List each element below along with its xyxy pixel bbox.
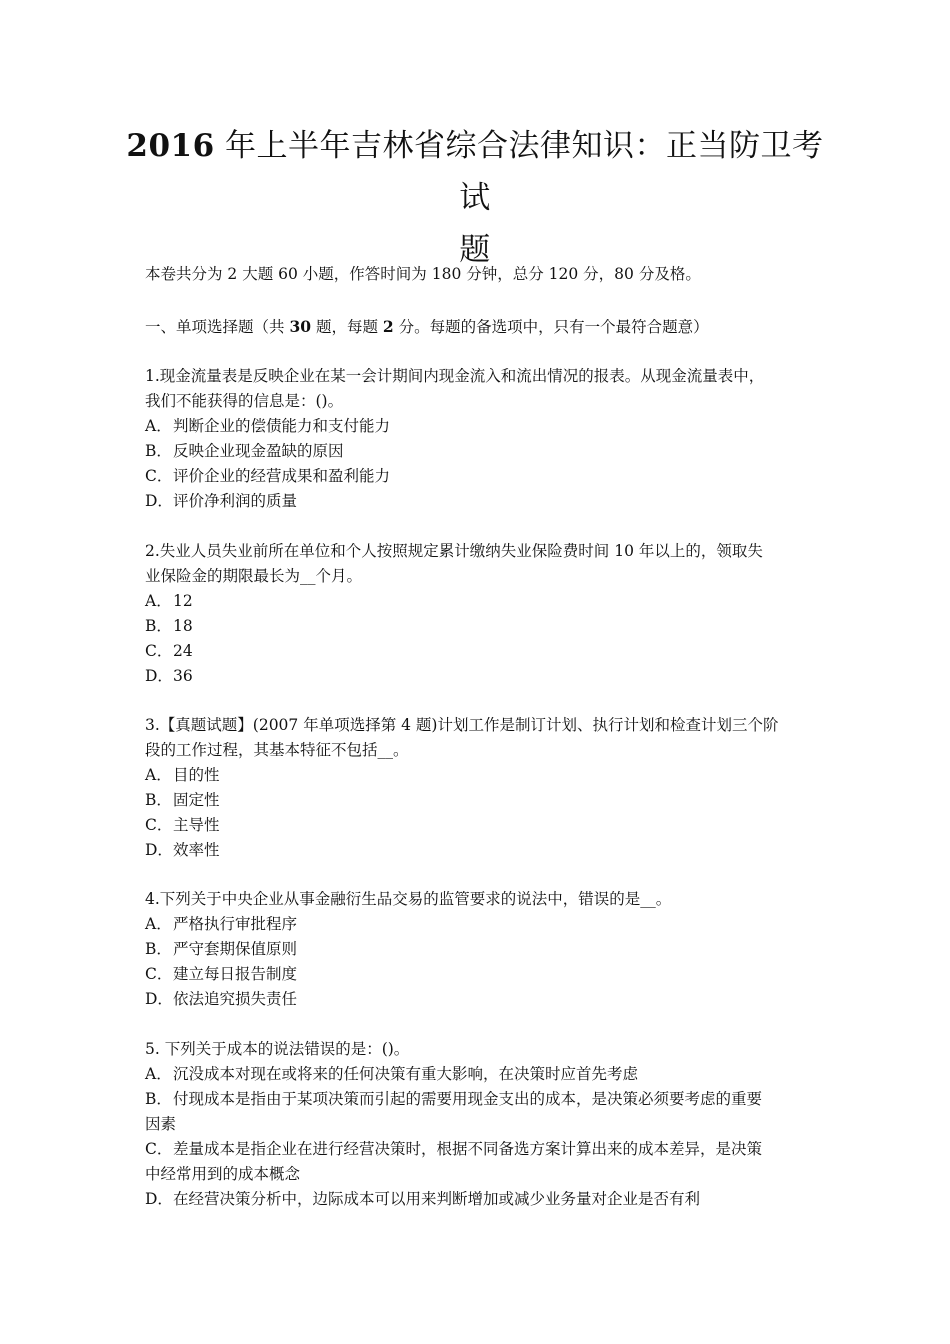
option-label: A．	[145, 417, 172, 435]
option-a	[145, 763, 810, 788]
option-label: B．	[145, 1090, 172, 1108]
option-text: 效率性	[173, 841, 220, 859]
option-label: A．	[145, 766, 172, 784]
section-score: 2	[382, 317, 394, 336]
option-b-cont: 因素	[145, 1115, 177, 1133]
section-suffix: 分。每题的备选项中，只有一个最符合题意）	[393, 318, 709, 336]
option-label: C．	[145, 965, 173, 983]
option-a	[145, 1062, 810, 1087]
question-stem-cont: 段的工作过程，其基本特征不包括__。	[145, 741, 409, 759]
option-label: C．	[145, 816, 173, 834]
option-label: C．	[145, 467, 173, 485]
option-label: A．	[145, 915, 172, 933]
option-b	[145, 1087, 810, 1112]
option-b	[145, 788, 810, 813]
option-text: 24	[173, 642, 193, 660]
option-d	[145, 1187, 810, 1212]
question-stem: 1.现金流量表是反映企业在某一会计期间内现金流入和流出情况的报表。从现金流量表中，	[145, 367, 765, 385]
option-text: 目的性	[173, 766, 220, 784]
option-label: B．	[145, 940, 172, 958]
option-text: 严守套期保值原则	[173, 940, 298, 958]
option-label: D．	[145, 492, 173, 510]
title-year: 2016	[126, 128, 215, 164]
option-a	[145, 912, 810, 937]
option-label: D．	[145, 990, 173, 1008]
question-stem: 4.下列关于中央企业从事金融衍生品交易的监管要求的说法中，错误的是__。	[145, 890, 672, 908]
option-d	[145, 664, 810, 689]
section-heading	[145, 314, 810, 340]
question-stem-cont: 业保险金的期限最长为__个月。	[145, 567, 363, 585]
option-c	[145, 1137, 810, 1162]
option-d	[145, 987, 810, 1012]
option-d	[145, 838, 810, 863]
option-c	[145, 464, 810, 489]
option-text: 建立每日报告制度	[173, 965, 298, 983]
option-b	[145, 937, 810, 962]
option-text: 12	[173, 592, 193, 610]
option-label: A．	[145, 1065, 172, 1083]
option-label: C．	[145, 1140, 173, 1158]
option-c-cont: 中经常用到的成本概念	[145, 1165, 301, 1183]
option-label: D．	[145, 667, 173, 685]
option-text: 依法追究损失责任	[173, 990, 298, 1008]
section-prefix: 一、单项选择题（共	[145, 318, 290, 336]
exam-intro: 本卷共分为 2 大题 60 小题，作答时间为 180 分钟，总分 120 分，80 分及格。	[145, 265, 701, 283]
option-c	[145, 639, 810, 664]
title-line-2: 题	[459, 232, 491, 268]
option-label: D．	[145, 1190, 173, 1208]
question-2	[145, 539, 810, 689]
option-text: 主导性	[173, 816, 220, 834]
option-label: D．	[145, 841, 173, 859]
option-a	[145, 589, 810, 614]
option-d	[145, 489, 810, 514]
question-4	[145, 887, 810, 1012]
title-line-1	[120, 120, 830, 224]
question-stem: 3.【真题试题】(2007 年单项选择第 4 题)计划工作是制订计划、执行计划和检查计划三个阶	[145, 716, 779, 734]
option-text: 付现成本是指由于某项决策而引起的需要用现金支出的成本，是决策必须要考虑的重要	[173, 1090, 763, 1108]
option-a	[145, 414, 810, 439]
option-text: 沉没成本对现在或将来的任何决策有重大影响，在决策时应首先考虑	[173, 1065, 639, 1083]
option-c	[145, 962, 810, 987]
option-text: 固定性	[173, 791, 220, 809]
document-title	[120, 120, 830, 276]
question-stem-cont: 我们不能获得的信息是：()。	[145, 392, 344, 410]
option-text: 评价企业的经营成果和盈利能力	[173, 467, 391, 485]
option-text: 判断企业的偿债能力和支付能力	[173, 417, 391, 435]
option-label: A．	[145, 592, 172, 610]
option-label: B．	[145, 617, 172, 635]
option-text: 差量成本是指企业在进行经营决策时，根据不同备选方案计算出来的成本差异，是决策	[173, 1140, 763, 1158]
option-text: 在经营决策分析中，边际成本可以用来判断增加或减少业务量对企业是否有利	[173, 1190, 701, 1208]
option-text: 36	[173, 667, 193, 685]
question-stem: 2.失业人员失业前所在单位和个人按照规定累计缴纳失业保险费时间 10 年以上的，领取失	[145, 542, 763, 560]
question-stem: 5. 下列关于成本的说法错误的是：()。	[145, 1040, 410, 1058]
title-text: 年上半年吉林省综合法律知识：正当防卫考试	[214, 128, 824, 216]
question-1	[145, 364, 810, 514]
option-text: 评价净利润的质量	[173, 492, 298, 510]
option-text: 反映企业现金盈缺的原因	[173, 442, 344, 460]
option-b	[145, 614, 810, 639]
option-label: C．	[145, 642, 173, 660]
section-count: 30	[289, 317, 312, 336]
section-mid: 题，每题	[311, 318, 383, 336]
question-3	[145, 713, 810, 863]
option-c	[145, 813, 810, 838]
question-5	[145, 1037, 810, 1212]
option-b	[145, 439, 810, 464]
option-text: 18	[173, 617, 193, 635]
option-label: B．	[145, 791, 172, 809]
option-text: 严格执行审批程序	[173, 915, 298, 933]
option-label: B．	[145, 442, 172, 460]
